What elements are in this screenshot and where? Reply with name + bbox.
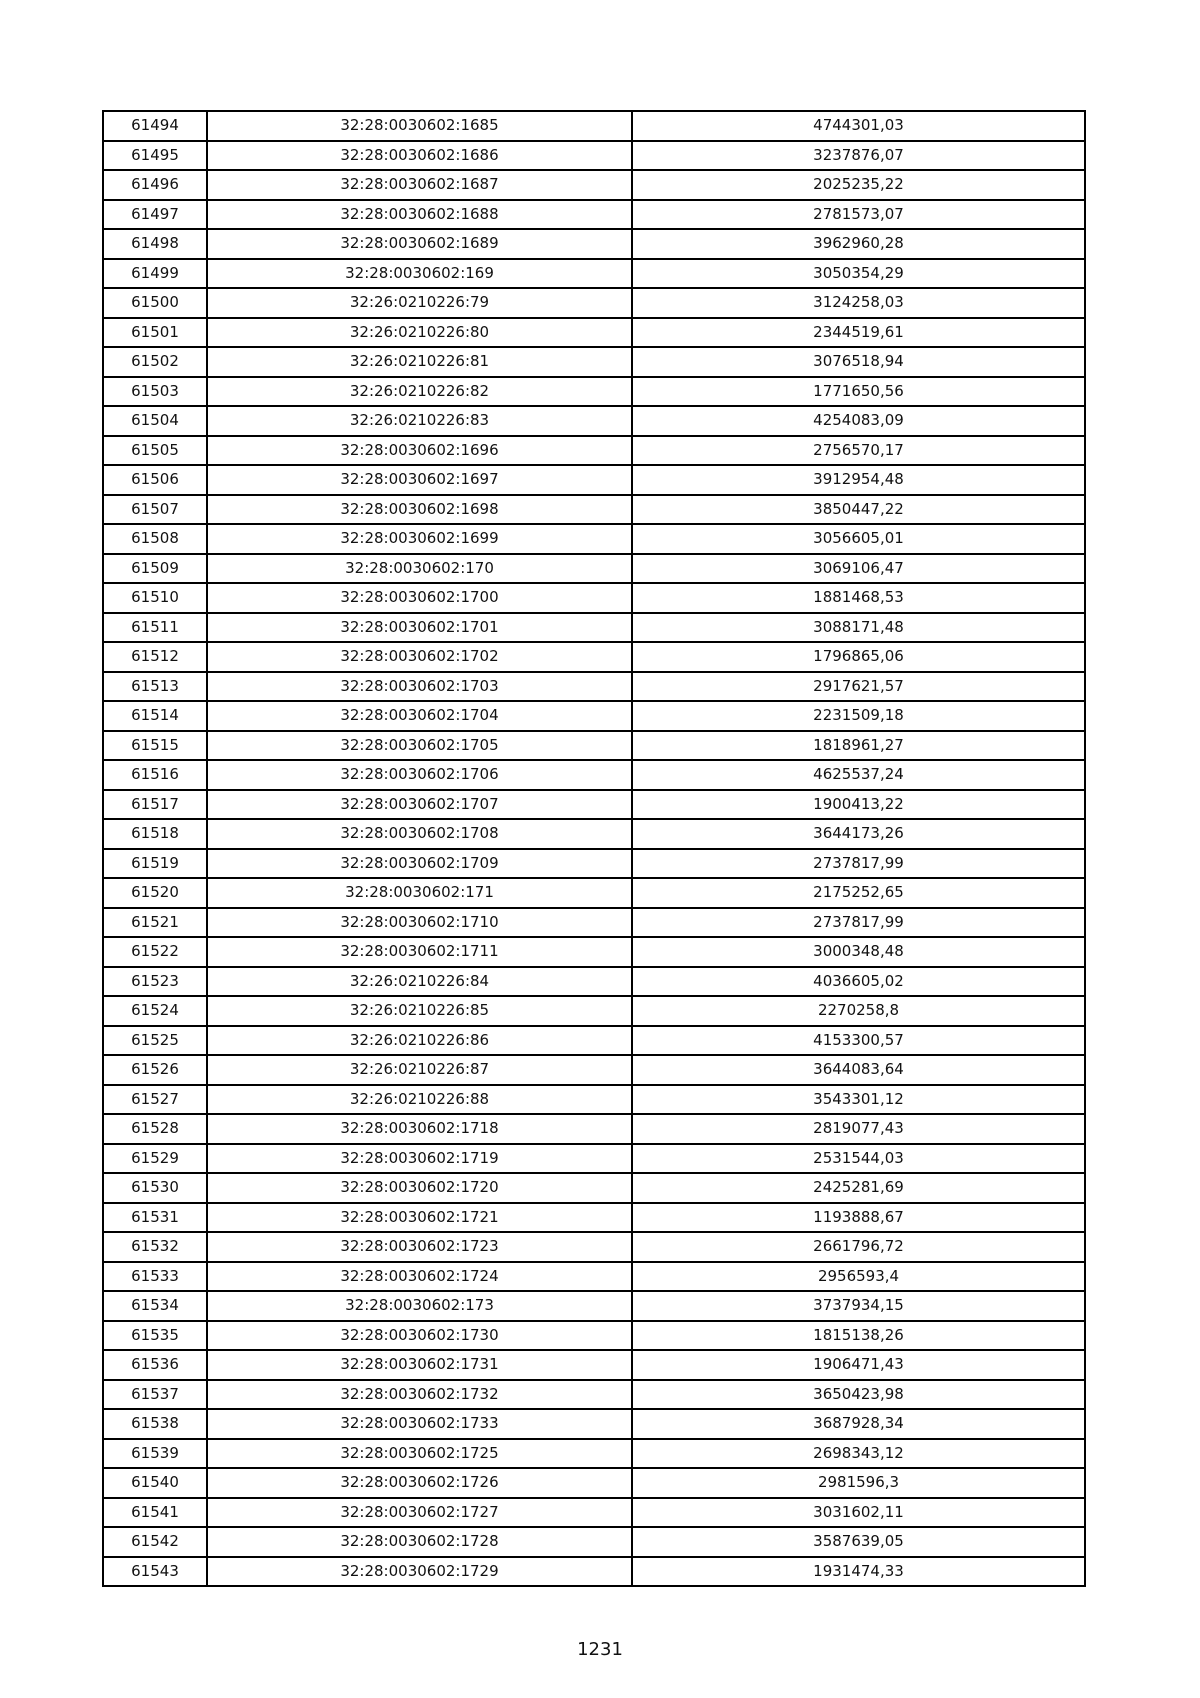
cadastral-number-cell: 32:28:0030602:1724 xyxy=(207,1262,632,1292)
cadastral-value-cell: 2531544,03 xyxy=(632,1144,1085,1174)
row-number-cell: 61507 xyxy=(103,495,207,525)
cadastral-number-cell: 32:26:0210226:88 xyxy=(207,1085,632,1115)
cadastral-number-cell: 32:26:0210226:87 xyxy=(207,1055,632,1085)
table-row xyxy=(103,1527,1085,1557)
row-number-cell: 61529 xyxy=(103,1144,207,1174)
cadastral-value-cell: 1931474,33 xyxy=(632,1557,1085,1587)
row-number-cell: 61500 xyxy=(103,288,207,318)
table-row xyxy=(103,259,1085,289)
table-row xyxy=(103,996,1085,1026)
table-row xyxy=(103,1557,1085,1587)
cadastral-value-cell: 1881468,53 xyxy=(632,583,1085,613)
row-number-cell: 61496 xyxy=(103,170,207,200)
row-number-cell: 61536 xyxy=(103,1350,207,1380)
cadastral-number-cell: 32:28:0030602:173 xyxy=(207,1291,632,1321)
cadastral-value-cell: 3056605,01 xyxy=(632,524,1085,554)
row-number-cell: 61525 xyxy=(103,1026,207,1056)
row-number-cell: 61522 xyxy=(103,937,207,967)
row-number-cell: 61515 xyxy=(103,731,207,761)
cadastral-number-cell: 32:28:0030602:1718 xyxy=(207,1114,632,1144)
cadastral-value-cell: 3644173,26 xyxy=(632,819,1085,849)
row-number-cell: 61534 xyxy=(103,1291,207,1321)
cadastral-number-cell: 32:26:0210226:83 xyxy=(207,406,632,436)
row-number-cell: 61494 xyxy=(103,111,207,141)
row-number-cell: 61497 xyxy=(103,200,207,230)
table-row xyxy=(103,937,1085,967)
table-row xyxy=(103,878,1085,908)
cadastral-number-cell: 32:28:0030602:1709 xyxy=(207,849,632,879)
cadastral-value-cell: 2737817,99 xyxy=(632,849,1085,879)
table-row xyxy=(103,229,1085,259)
table-row xyxy=(103,436,1085,466)
table-row xyxy=(103,1262,1085,1292)
cadastral-value-cell: 4036605,02 xyxy=(632,967,1085,997)
table-row xyxy=(103,495,1085,525)
cadastral-number-cell: 32:28:0030602:1706 xyxy=(207,760,632,790)
cadastral-value-cell: 2661796,72 xyxy=(632,1232,1085,1262)
table-row xyxy=(103,1114,1085,1144)
cadastral-number-cell: 32:28:0030602:1730 xyxy=(207,1321,632,1351)
cadastral-number-cell: 32:28:0030602:1689 xyxy=(207,229,632,259)
cadastral-number-cell: 32:28:0030602:1733 xyxy=(207,1409,632,1439)
cadastral-number-cell: 32:28:0030602:1731 xyxy=(207,1350,632,1380)
row-number-cell: 61498 xyxy=(103,229,207,259)
table-row xyxy=(103,465,1085,495)
cadastral-number-cell: 32:28:0030602:1688 xyxy=(207,200,632,230)
table-row xyxy=(103,613,1085,643)
table-row xyxy=(103,760,1085,790)
cadastral-value-cell: 3737934,15 xyxy=(632,1291,1085,1321)
cadastral-value-cell: 2175252,65 xyxy=(632,878,1085,908)
cadastral-number-cell: 32:28:0030602:1721 xyxy=(207,1203,632,1233)
cadastral-number-cell: 32:26:0210226:82 xyxy=(207,377,632,407)
table-row xyxy=(103,200,1085,230)
cadastral-value-cell: 3687928,34 xyxy=(632,1409,1085,1439)
cadastral-value-table xyxy=(102,110,1086,1587)
table-row xyxy=(103,1055,1085,1085)
cadastral-value-cell: 3031602,11 xyxy=(632,1498,1085,1528)
row-number-cell: 61532 xyxy=(103,1232,207,1262)
cadastral-number-cell: 32:28:0030602:1701 xyxy=(207,613,632,643)
table-row xyxy=(103,1439,1085,1469)
cadastral-number-cell: 32:26:0210226:84 xyxy=(207,967,632,997)
cadastral-value-cell: 1906471,43 xyxy=(632,1350,1085,1380)
table-row xyxy=(103,849,1085,879)
row-number-cell: 61530 xyxy=(103,1173,207,1203)
table-row xyxy=(103,406,1085,436)
row-number-cell: 61519 xyxy=(103,849,207,879)
cadastral-number-cell: 32:28:0030602:1696 xyxy=(207,436,632,466)
row-number-cell: 61527 xyxy=(103,1085,207,1115)
cadastral-value-cell: 2917621,57 xyxy=(632,672,1085,702)
cadastral-value-cell: 3237876,07 xyxy=(632,141,1085,171)
table-row xyxy=(103,1144,1085,1174)
table-row xyxy=(103,1026,1085,1056)
cadastral-number-cell: 32:28:0030602:1710 xyxy=(207,908,632,938)
row-number-cell: 61511 xyxy=(103,613,207,643)
row-number-cell: 61526 xyxy=(103,1055,207,1085)
table-row xyxy=(103,819,1085,849)
cadastral-number-cell: 32:26:0210226:80 xyxy=(207,318,632,348)
cadastral-value-cell: 4153300,57 xyxy=(632,1026,1085,1056)
cadastral-value-cell: 1900413,22 xyxy=(632,790,1085,820)
table-row xyxy=(103,642,1085,672)
row-number-cell: 61538 xyxy=(103,1409,207,1439)
cadastral-number-cell: 32:28:0030602:1705 xyxy=(207,731,632,761)
table-row xyxy=(103,908,1085,938)
row-number-cell: 61501 xyxy=(103,318,207,348)
cadastral-number-cell: 32:28:0030602:1727 xyxy=(207,1498,632,1528)
table-row xyxy=(103,1498,1085,1528)
cadastral-number-cell: 32:28:0030602:1708 xyxy=(207,819,632,849)
cadastral-value-cell: 2231509,18 xyxy=(632,701,1085,731)
cadastral-value-cell: 3000348,48 xyxy=(632,937,1085,967)
table-row xyxy=(103,170,1085,200)
row-number-cell: 61543 xyxy=(103,1557,207,1587)
row-number-cell: 61513 xyxy=(103,672,207,702)
cadastral-value-cell: 2781573,07 xyxy=(632,200,1085,230)
table-row xyxy=(103,1380,1085,1410)
row-number-cell: 61523 xyxy=(103,967,207,997)
cadastral-value-cell: 1771650,56 xyxy=(632,377,1085,407)
table-row xyxy=(103,288,1085,318)
row-number-cell: 61512 xyxy=(103,642,207,672)
cadastral-number-cell: 32:28:0030602:1726 xyxy=(207,1468,632,1498)
cadastral-number-cell: 32:28:0030602:1732 xyxy=(207,1380,632,1410)
row-number-cell: 61531 xyxy=(103,1203,207,1233)
cadastral-value-cell: 2981596,3 xyxy=(632,1468,1085,1498)
table-row xyxy=(103,1085,1085,1115)
cadastral-value-cell: 3088171,48 xyxy=(632,613,1085,643)
table-row xyxy=(103,554,1085,584)
row-number-cell: 61524 xyxy=(103,996,207,1026)
cadastral-value-cell: 3124258,03 xyxy=(632,288,1085,318)
table-row xyxy=(103,1232,1085,1262)
cadastral-number-cell: 32:26:0210226:86 xyxy=(207,1026,632,1056)
table-row xyxy=(103,731,1085,761)
row-number-cell: 61518 xyxy=(103,819,207,849)
row-number-cell: 61528 xyxy=(103,1114,207,1144)
cadastral-value-cell: 3962960,28 xyxy=(632,229,1085,259)
row-number-cell: 61517 xyxy=(103,790,207,820)
cadastral-value-cell: 3543301,12 xyxy=(632,1085,1085,1115)
cadastral-number-cell: 32:26:0210226:85 xyxy=(207,996,632,1026)
cadastral-value-cell: 2819077,43 xyxy=(632,1114,1085,1144)
table-row xyxy=(103,967,1085,997)
cadastral-number-cell: 32:28:0030602:1685 xyxy=(207,111,632,141)
cadastral-value-cell: 2344519,61 xyxy=(632,318,1085,348)
cadastral-value-cell: 2756570,17 xyxy=(632,436,1085,466)
cadastral-value-cell: 3069106,47 xyxy=(632,554,1085,584)
table-row xyxy=(103,1291,1085,1321)
cadastral-number-cell: 32:28:0030602:1702 xyxy=(207,642,632,672)
cadastral-number-cell: 32:28:0030602:170 xyxy=(207,554,632,584)
cadastral-value-cell: 3050354,29 xyxy=(632,259,1085,289)
row-number-cell: 61516 xyxy=(103,760,207,790)
table-row xyxy=(103,347,1085,377)
cadastral-number-cell: 32:26:0210226:79 xyxy=(207,288,632,318)
cadastral-value-cell: 2698343,12 xyxy=(632,1439,1085,1469)
row-number-cell: 61535 xyxy=(103,1321,207,1351)
row-number-cell: 61542 xyxy=(103,1527,207,1557)
cadastral-number-cell: 32:28:0030602:1723 xyxy=(207,1232,632,1262)
table-row xyxy=(103,524,1085,554)
cadastral-number-cell: 32:28:0030602:1719 xyxy=(207,1144,632,1174)
cadastral-value-cell: 1193888,67 xyxy=(632,1203,1085,1233)
table-row xyxy=(103,318,1085,348)
cadastral-number-cell: 32:28:0030602:1711 xyxy=(207,937,632,967)
table-row xyxy=(103,1409,1085,1439)
row-number-cell: 61533 xyxy=(103,1262,207,1292)
cadastral-number-cell: 32:28:0030602:1728 xyxy=(207,1527,632,1557)
cadastral-value-cell: 4625537,24 xyxy=(632,760,1085,790)
cadastral-value-cell: 4744301,03 xyxy=(632,111,1085,141)
row-number-cell: 61499 xyxy=(103,259,207,289)
row-number-cell: 61521 xyxy=(103,908,207,938)
cadastral-number-cell: 32:28:0030602:1700 xyxy=(207,583,632,613)
cadastral-number-cell: 32:28:0030602:1725 xyxy=(207,1439,632,1469)
cadastral-number-cell: 32:28:0030602:1729 xyxy=(207,1557,632,1587)
cadastral-value-cell: 3850447,22 xyxy=(632,495,1085,525)
cadastral-value-cell: 3076518,94 xyxy=(632,347,1085,377)
cadastral-value-cell: 3912954,48 xyxy=(632,465,1085,495)
table-row xyxy=(103,1468,1085,1498)
cadastral-value-cell: 1815138,26 xyxy=(632,1321,1085,1351)
row-number-cell: 61520 xyxy=(103,878,207,908)
table-row xyxy=(103,1173,1085,1203)
row-number-cell: 61510 xyxy=(103,583,207,613)
row-number-cell: 61509 xyxy=(103,554,207,584)
row-number-cell: 61539 xyxy=(103,1439,207,1469)
cadastral-number-cell: 32:28:0030602:1707 xyxy=(207,790,632,820)
table-row xyxy=(103,1350,1085,1380)
table-row xyxy=(103,1321,1085,1351)
cadastral-number-cell: 32:28:0030602:1687 xyxy=(207,170,632,200)
cadastral-value-cell: 3587639,05 xyxy=(632,1527,1085,1557)
cadastral-value-cell: 3644083,64 xyxy=(632,1055,1085,1085)
cadastral-value-cell: 1796865,06 xyxy=(632,642,1085,672)
row-number-cell: 61506 xyxy=(103,465,207,495)
table-body xyxy=(103,111,1085,1586)
cadastral-number-cell: 32:28:0030602:1698 xyxy=(207,495,632,525)
cadastral-value-cell: 3650423,98 xyxy=(632,1380,1085,1410)
cadastral-value-cell: 1818961,27 xyxy=(632,731,1085,761)
cadastral-number-cell: 32:28:0030602:1686 xyxy=(207,141,632,171)
cadastral-value-cell: 2025235,22 xyxy=(632,170,1085,200)
cadastral-value-cell: 4254083,09 xyxy=(632,406,1085,436)
row-number-cell: 61503 xyxy=(103,377,207,407)
cadastral-number-cell: 32:28:0030602:1703 xyxy=(207,672,632,702)
row-number-cell: 61541 xyxy=(103,1498,207,1528)
cadastral-number-cell: 32:28:0030602:1697 xyxy=(207,465,632,495)
cadastral-value-cell: 2270258,8 xyxy=(632,996,1085,1026)
row-number-cell: 61508 xyxy=(103,524,207,554)
cadastral-number-cell: 32:28:0030602:1704 xyxy=(207,701,632,731)
row-number-cell: 61502 xyxy=(103,347,207,377)
cadastral-number-cell: 32:28:0030602:1699 xyxy=(207,524,632,554)
table-row xyxy=(103,790,1085,820)
row-number-cell: 61504 xyxy=(103,406,207,436)
table-row xyxy=(103,583,1085,613)
table-row xyxy=(103,111,1085,141)
table-row xyxy=(103,141,1085,171)
row-number-cell: 61505 xyxy=(103,436,207,466)
table-row xyxy=(103,672,1085,702)
cadastral-value-cell: 2425281,69 xyxy=(632,1173,1085,1203)
row-number-cell: 61540 xyxy=(103,1468,207,1498)
cadastral-number-cell: 32:28:0030602:1720 xyxy=(207,1173,632,1203)
row-number-cell: 61514 xyxy=(103,701,207,731)
page-number: 1231 xyxy=(577,1639,623,1660)
cadastral-value-cell: 2737817,99 xyxy=(632,908,1085,938)
row-number-cell: 61537 xyxy=(103,1380,207,1410)
table-row xyxy=(103,701,1085,731)
table-row xyxy=(103,1203,1085,1233)
cadastral-number-cell: 32:28:0030602:169 xyxy=(207,259,632,289)
row-number-cell: 61495 xyxy=(103,141,207,171)
table-row xyxy=(103,377,1085,407)
cadastral-number-cell: 32:26:0210226:81 xyxy=(207,347,632,377)
cadastral-value-cell: 2956593,4 xyxy=(632,1262,1085,1292)
cadastral-number-cell: 32:28:0030602:171 xyxy=(207,878,632,908)
